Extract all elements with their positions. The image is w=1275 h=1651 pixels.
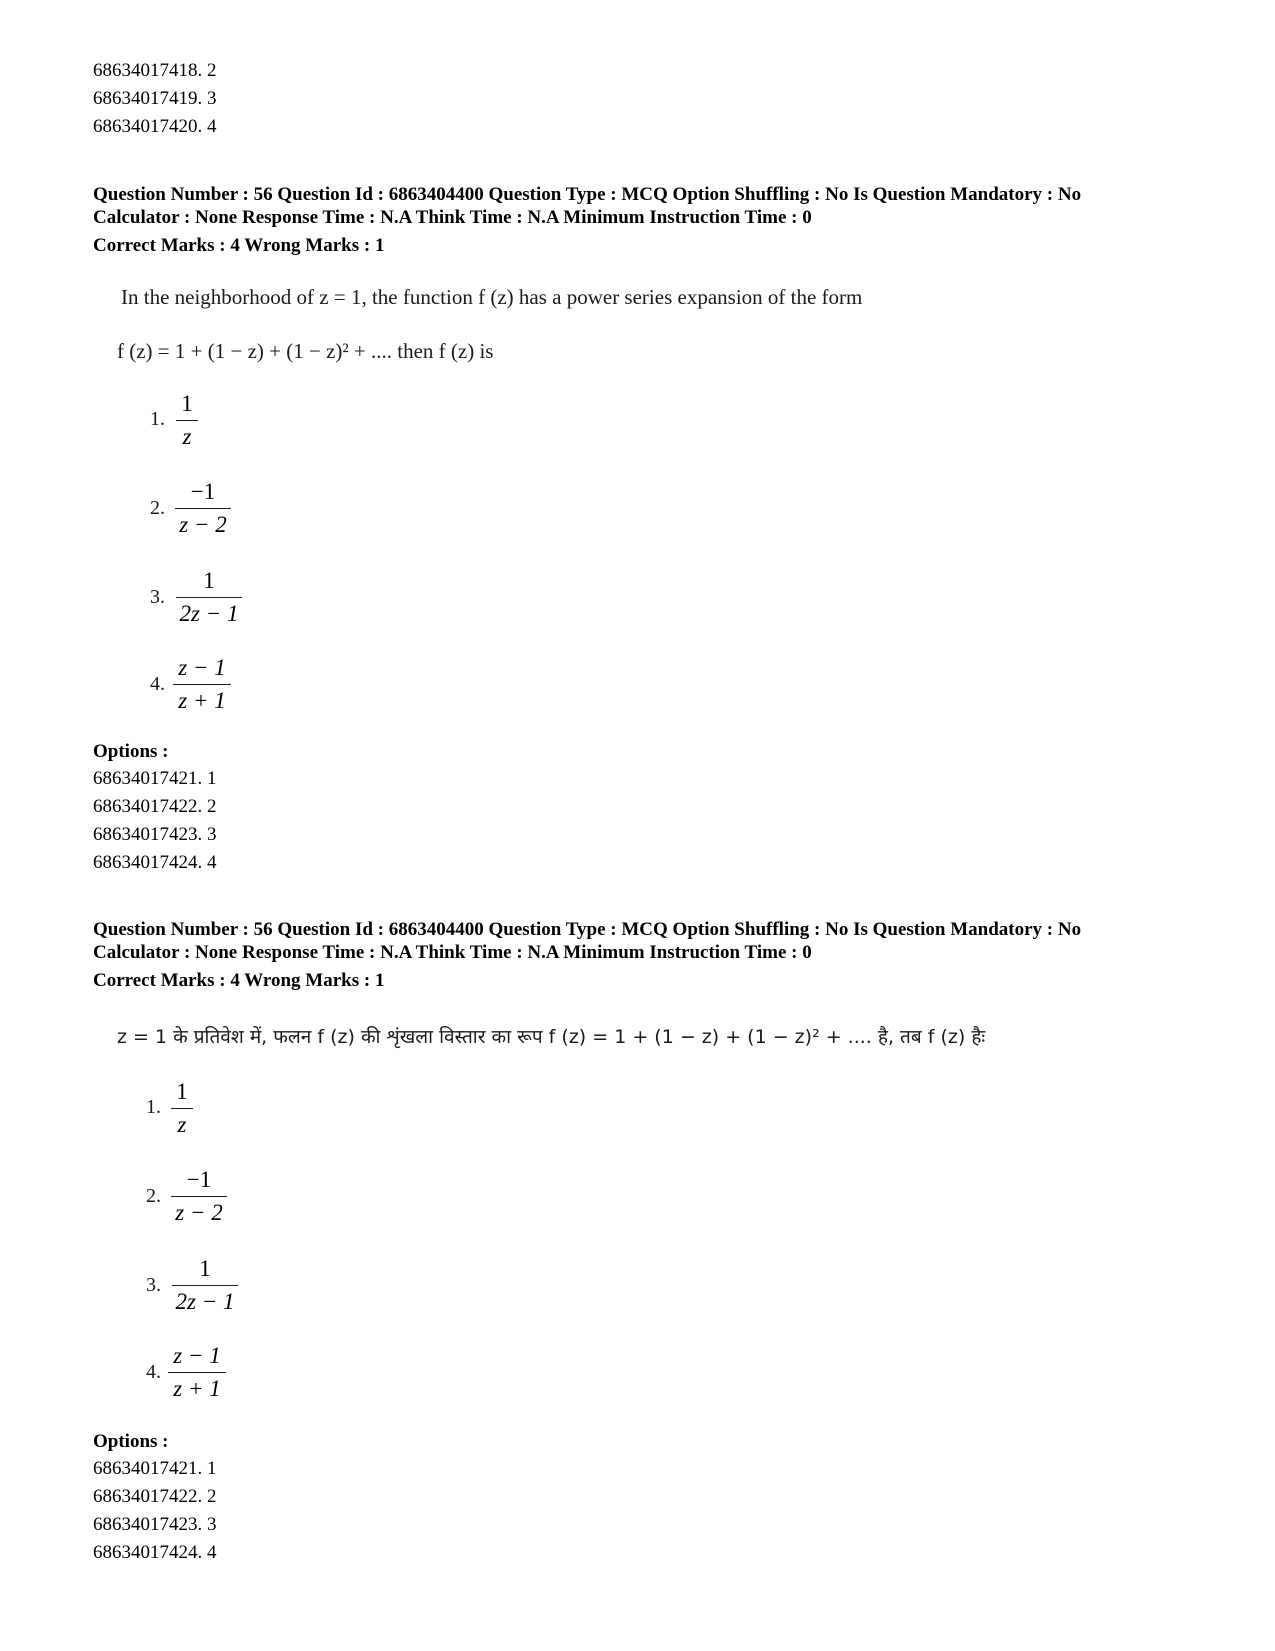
- question-statement-hindi: z = 1 के प्रतिवेश में, फलन f (z) की शृंखला विस्तार का रूप f (z) = 1 + (1 − z) + (1 − z)² + .... है, तब f (z) हैः: [117, 1026, 986, 1048]
- choice-number: 4.: [146, 1361, 161, 1383]
- options-label: Options :: [93, 1431, 169, 1452]
- denominator-text: z − 2: [179, 512, 227, 537]
- option-line: 68634017420. 4: [93, 116, 217, 137]
- numerator: [173, 654, 231, 682]
- numerator: 1: [176, 1079, 188, 1104]
- denominator: [171, 1199, 227, 1227]
- fraction-bar: [172, 1285, 238, 1286]
- marks-line: Correct Marks : 4 Wrong Marks : 1: [93, 235, 385, 256]
- question-header-line2: Calculator : None Response Time : N.A Think Time : N.A Minimum Instruction Time : 0: [93, 942, 812, 963]
- option-line: 68634017422. 2: [93, 796, 217, 817]
- choice-number: 1.: [150, 408, 165, 430]
- choice-number: 3.: [146, 1274, 161, 1296]
- choice-fraction: [175, 478, 231, 539]
- choice-number: 2.: [150, 497, 165, 519]
- question-header-line2: Calculator : None Response Time : N.A Think Time : N.A Minimum Instruction Time : 0: [93, 207, 812, 228]
- numerator: [168, 1342, 226, 1370]
- choice-fraction: [172, 1255, 238, 1316]
- denominator-text: z: [182, 424, 192, 449]
- choice-number: 4.: [150, 673, 165, 695]
- option-line: 68634017421. 1: [93, 768, 217, 789]
- fraction-bar: [168, 1372, 226, 1373]
- choice-number: 1.: [146, 1096, 161, 1118]
- fraction-bar: [176, 597, 242, 598]
- choice-fraction: [176, 567, 242, 628]
- denominator-text: z + 1: [178, 688, 226, 713]
- option-line: 68634017421. 1: [93, 1458, 217, 1479]
- numerator: 1: [203, 568, 215, 593]
- choice-fraction: [173, 654, 231, 715]
- option-line: 68634017424. 4: [93, 852, 217, 873]
- denominator: [176, 423, 198, 451]
- denominator: [168, 1375, 226, 1403]
- option-line: 68634017423. 3: [93, 824, 217, 845]
- choice-fraction: [176, 390, 198, 451]
- question-statement-line2: f (z) = 1 + (1 − z) + (1 − z)² + .... then f (z) is: [117, 339, 494, 363]
- numerator: 1: [199, 1256, 211, 1281]
- choice-fraction: [168, 1342, 226, 1403]
- numerator-text: z − 1: [173, 1343, 221, 1368]
- denominator-text: z − 2: [175, 1200, 223, 1225]
- choice-fraction: [171, 1166, 227, 1227]
- question-header: Question Number : 56 Question Id : 6863404400 Question Type : MCQ Option Shuffling : No Is Question Mandatory : No: [93, 184, 1082, 205]
- options-label: Options :: [93, 741, 169, 762]
- fraction-bar: [176, 420, 198, 421]
- numerator: −1: [190, 479, 216, 504]
- fraction-bar: [175, 508, 231, 509]
- numerator: 1: [181, 391, 193, 416]
- choice-number: 2.: [146, 1185, 161, 1207]
- numerator: −1: [186, 1167, 212, 1192]
- numerator-text: z − 1: [178, 655, 226, 680]
- question-header: Question Number : 56 Question Id : 6863404400 Question Type : MCQ Option Shuffling : No Is Question Mandatory : No: [93, 919, 1082, 940]
- choice-fraction: [171, 1078, 193, 1139]
- denominator-text: z + 1: [173, 1376, 221, 1401]
- denominator-text: z: [177, 1112, 187, 1137]
- choice-number: 3.: [150, 586, 165, 608]
- fraction-bar: [171, 1108, 193, 1109]
- denominator: [175, 511, 231, 539]
- fraction-bar: [173, 684, 231, 685]
- denominator: [172, 1288, 238, 1316]
- denominator-text: 2z − 1: [179, 601, 239, 626]
- option-line: 68634017424. 4: [93, 1542, 217, 1563]
- denominator-text: 2z − 1: [175, 1289, 235, 1314]
- option-line: 68634017423. 3: [93, 1514, 217, 1535]
- denominator: [171, 1111, 193, 1139]
- question-statement: In the neighborhood of z = 1, the function f (z) has a power series expansion of the form: [121, 285, 863, 309]
- option-line: 68634017419. 3: [93, 88, 217, 109]
- denominator: [176, 600, 242, 628]
- denominator: [173, 687, 231, 715]
- option-line: 68634017422. 2: [93, 1486, 217, 1507]
- fraction-bar: [171, 1196, 227, 1197]
- option-line: 68634017418. 2: [93, 60, 217, 81]
- marks-line: Correct Marks : 4 Wrong Marks : 1: [93, 970, 385, 991]
